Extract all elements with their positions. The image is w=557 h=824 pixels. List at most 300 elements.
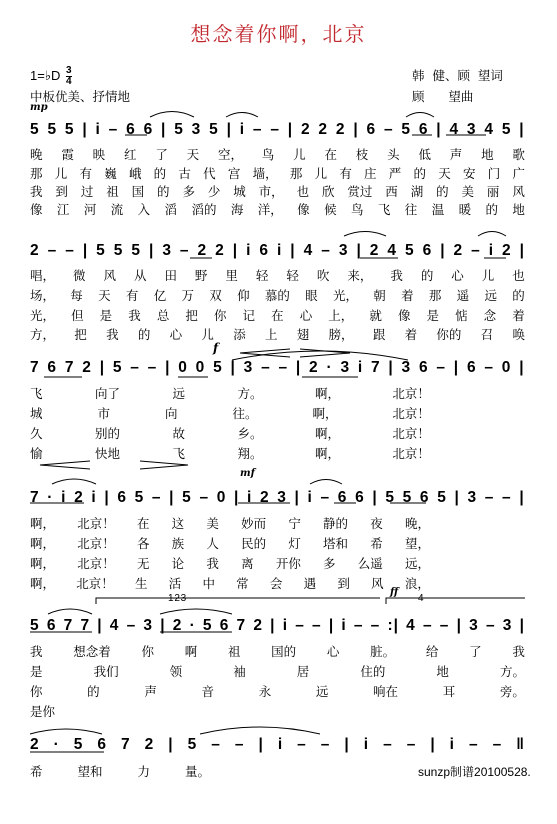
lyric-line-verse-4 — [30, 702, 525, 720]
lyric-line-verse-2 — [30, 164, 525, 182]
barline: | — [290, 242, 296, 259]
lyric-syllable: 族 — [171, 536, 185, 551]
lyric-syllable: 里 — [225, 268, 238, 283]
lyric-syllable: 北京！ — [77, 516, 115, 531]
time-denominator: 4 — [65, 76, 72, 87]
lyric-syllable: 是你 — [30, 704, 56, 719]
lyric-syllable: 国 — [131, 184, 145, 199]
lyric-line-verse-2 — [30, 662, 525, 680]
lyric-syllable: 从 — [133, 268, 147, 283]
lyric-syllable: 往 — [404, 202, 418, 217]
lyric-syllable: 你的 — [436, 327, 462, 342]
lyric-syllable: 啊 — [184, 644, 198, 659]
lyric-syllable: 欣 — [321, 184, 335, 199]
lyric-syllable: 总 — [156, 308, 170, 323]
lyric-syllable: 北京！ — [392, 386, 430, 401]
note: 3 — [469, 617, 479, 634]
lyric-syllable: 的 — [512, 288, 525, 303]
lyric-syllable: 赏过 — [347, 184, 373, 199]
lyric-syllable: 像 — [30, 202, 43, 217]
lyric-syllable: 民的 — [241, 536, 267, 551]
lyric-syllable: 亿 — [153, 288, 167, 303]
lyric-syllable: 暖 — [458, 202, 472, 217]
lyric-syllable: 美 — [461, 184, 475, 199]
note: i — [247, 489, 253, 506]
lyric-syllable: 方， — [30, 327, 56, 342]
lyric-syllable: 快地 — [94, 446, 120, 461]
lyric-syllable: 多 — [182, 184, 195, 199]
note: – — [130, 359, 140, 376]
note: 3 — [338, 242, 349, 259]
lyric-syllable: 膀， — [328, 327, 354, 342]
barline: | — [519, 617, 525, 634]
note: 6 — [418, 121, 429, 138]
lyric-syllable: 严 — [388, 166, 402, 181]
lyric-syllable: 方。 — [499, 664, 525, 679]
lyric-line-verse-1 — [30, 762, 210, 780]
lyric-syllable: 风 — [103, 268, 116, 283]
lyric-syllable: 离 — [241, 556, 254, 571]
barline: | — [104, 489, 110, 506]
lyric-syllable: 添 — [233, 327, 246, 342]
hairpin-decrescendo — [300, 349, 350, 357]
lyric-line-verse-4 — [30, 444, 430, 462]
lyric-syllable: 北京！ — [76, 576, 114, 591]
volta-bracket-second — [386, 598, 525, 604]
lyric-line-verse-1 — [30, 642, 525, 660]
volta-bracket-first — [96, 598, 380, 604]
note: 7 — [64, 359, 75, 376]
note: 6 — [219, 617, 230, 634]
lyric-syllable: 滔 — [164, 202, 178, 217]
lyric-syllable: 洋， — [257, 202, 283, 217]
note: 5 — [437, 489, 447, 506]
note: – — [353, 617, 364, 634]
lyric-syllable: 朝 — [373, 288, 386, 303]
note: – — [471, 242, 481, 259]
lyric-syllable: 久 — [30, 426, 43, 441]
lyric-syllable: 儿 — [293, 147, 306, 162]
lyric-syllable: 脏。 — [370, 644, 396, 659]
barline: ‖ — [516, 736, 525, 753]
lyric-syllable: 啊， — [312, 406, 338, 421]
note: – — [502, 489, 512, 506]
note: – — [147, 359, 158, 376]
lyric-syllable: 地 — [481, 147, 494, 162]
lyric-syllable: 温 — [431, 202, 445, 217]
key-label: 1=♭D — [30, 67, 61, 83]
barline: | — [168, 736, 174, 753]
lyric-syllable: 领 — [169, 664, 183, 679]
lyric-syllable: 双 — [209, 288, 222, 303]
note: 5 — [213, 359, 223, 376]
note: – — [108, 121, 119, 138]
lyric-syllable: 居 — [296, 664, 310, 679]
barline: | — [295, 359, 302, 376]
lyric-syllable: 故 — [172, 426, 185, 441]
lyric-syllable: 上， — [328, 308, 354, 323]
lyric-syllable: 我 — [206, 556, 219, 571]
note: 5 — [112, 359, 123, 376]
lyric-syllable: 召 — [480, 327, 494, 342]
barline: | — [519, 359, 525, 376]
note: 2 — [300, 121, 311, 138]
lyric-syllable: 声 — [449, 147, 463, 162]
lyric-syllable: 远 — [172, 386, 185, 401]
hairpin-decrescendo — [140, 461, 188, 469]
note: 6 — [366, 121, 377, 138]
lyric-syllable: 那 — [289, 166, 303, 181]
note: 3 — [340, 359, 351, 376]
lyric-syllable: 晚， — [404, 516, 430, 531]
note: 5 — [501, 121, 512, 138]
lyric-syllable: 把 — [185, 308, 198, 323]
barline: | — [258, 736, 264, 753]
lyric-syllable: 那 — [428, 288, 442, 303]
lyric-syllable: 啊， — [314, 446, 340, 461]
barline: | — [519, 242, 525, 259]
note: – — [261, 359, 271, 376]
lyric-syllable: 鸟 — [350, 202, 364, 217]
lyric-syllable: 儿 — [201, 327, 214, 342]
note: 7 — [30, 359, 40, 376]
note: i — [363, 736, 370, 753]
song-title: 想念着你啊，北京 — [190, 22, 367, 46]
lyric-syllable: 啊， — [30, 516, 56, 531]
note: 6 — [117, 489, 127, 506]
note: – — [278, 359, 289, 376]
lyric-syllable: 流 — [110, 202, 124, 217]
note: 5 — [96, 242, 106, 259]
note: 2 — [253, 617, 263, 634]
lyric-syllable: 妙而 — [241, 516, 267, 531]
slur-mark — [150, 112, 194, 118]
barline: | — [226, 121, 232, 138]
barline: | — [430, 736, 436, 753]
tempo-marking: 中板优美、抒情地 — [30, 89, 131, 104]
lyric-line-verse-4 — [30, 325, 525, 343]
lyric-syllable: 给 — [425, 644, 439, 659]
lyric-line-verse-1 — [30, 384, 430, 402]
transcriber-note: sunzp制谱20100528. — [418, 765, 531, 779]
note: – — [126, 617, 137, 634]
lyric-syllable: 有 — [339, 166, 352, 181]
lyric-syllable: 翅 — [296, 327, 310, 342]
lyric-syllable: 但 — [71, 308, 84, 323]
lyric-syllable: 每 — [70, 288, 83, 303]
lyric-syllable: 夜 — [370, 516, 383, 531]
lyric-syllable: 祖 — [106, 184, 119, 199]
note: 5 — [64, 121, 75, 138]
lyric-syllable: 了 — [155, 147, 168, 162]
lyric-syllable: 眼 — [305, 288, 318, 303]
note: – — [270, 121, 280, 138]
note: 4 — [109, 617, 120, 634]
lyric-syllable: 论 — [171, 556, 185, 571]
note: 3 — [143, 617, 154, 634]
lyric-line-verse-1 — [30, 145, 525, 163]
lyric-syllable: 场， — [30, 288, 56, 303]
note: 0 — [216, 489, 227, 506]
lyric-syllable: 响在 — [373, 684, 399, 699]
note: 5 — [30, 121, 40, 138]
lyric-syllable: 那 — [30, 166, 43, 181]
lyric-syllable: 远 — [315, 684, 329, 699]
lyric-syllable: 飞 — [172, 446, 185, 461]
lyric-syllable: 耳 — [442, 684, 456, 699]
note: – — [422, 617, 433, 634]
lyric-syllable: 是 — [426, 308, 440, 323]
key-signature — [30, 66, 72, 87]
lyric-syllable: 心 — [299, 308, 313, 323]
note: i — [449, 736, 455, 753]
lyric-syllable: 你 — [141, 644, 154, 659]
lyric-syllable: 仰 — [237, 288, 250, 303]
note: 3 — [467, 489, 478, 506]
note: – — [151, 489, 162, 506]
lyric-syllable: 住的 — [360, 664, 386, 679]
lyric-syllable: 儿 — [54, 166, 68, 181]
note: – — [383, 736, 393, 753]
lyric-syllable: 了 — [469, 644, 482, 659]
lyric-syllable: 飞 — [377, 202, 391, 217]
lyric-syllable: 遥 — [456, 288, 470, 303]
lyric-syllable: 就 — [369, 308, 382, 323]
lyric-syllable: 的 — [436, 184, 449, 199]
lyric-syllable: 往。 — [232, 406, 258, 421]
note: i — [95, 121, 101, 138]
lyric-syllable: 翔。 — [237, 446, 263, 461]
note: – — [439, 617, 450, 634]
lyric-syllable: 美 — [206, 516, 219, 531]
lyric-syllable: 中 — [202, 576, 215, 591]
note: 5 — [402, 489, 413, 506]
barline: | — [148, 242, 155, 259]
note: 2 — [318, 121, 329, 138]
lyric-syllable: 风 — [512, 184, 525, 199]
slur-mark — [310, 480, 342, 485]
lyric-syllable: 有 — [79, 166, 92, 181]
lyric-syllable: 的 — [153, 166, 167, 181]
time-signature — [66, 66, 72, 87]
note: i — [488, 242, 495, 259]
note: – — [312, 617, 322, 634]
volta-first-label: 1 2 3 — [168, 593, 186, 604]
lyric-syllable: 空， — [217, 147, 243, 162]
lyric-syllable: 浪， — [404, 576, 430, 591]
lyric-syllable: 广 — [512, 166, 525, 181]
note: – — [252, 121, 263, 138]
lyric-syllable: 来， — [347, 268, 373, 283]
note: – — [484, 489, 495, 506]
lyric-syllable: 光， — [332, 288, 358, 303]
note: · — [189, 617, 196, 634]
barline: | — [82, 121, 88, 138]
note: – — [370, 617, 381, 634]
barline: | — [456, 617, 462, 634]
lyric-syllable: 城 — [233, 184, 246, 199]
barline: | — [356, 242, 362, 259]
lyric-syllable: 在 — [324, 147, 337, 162]
lyric-line-verse-4 — [30, 200, 525, 218]
lyric-syllable: 力 — [137, 764, 150, 779]
note: 6 — [355, 489, 365, 506]
note: i — [341, 617, 347, 634]
note: 6 — [418, 359, 429, 376]
lyric-syllable: 的 — [485, 202, 499, 217]
slur-mark — [52, 479, 96, 484]
note: 7 — [370, 359, 381, 376]
barline: | — [436, 121, 442, 138]
slur-mark — [160, 609, 232, 614]
note: – — [485, 617, 496, 634]
lyric-syllable: 么遥 — [357, 556, 383, 571]
note: 2 — [74, 489, 84, 506]
lyric-syllable: 静的 — [323, 516, 349, 531]
barline: :| — [387, 617, 399, 634]
lyric-syllable: 音 — [201, 684, 215, 699]
note: 5 — [73, 736, 84, 753]
barline: | — [344, 736, 350, 753]
lyric-syllable: 记 — [242, 308, 256, 323]
lyric-syllable: 微 — [72, 268, 86, 283]
note: 6 — [126, 121, 136, 138]
note: 2 — [30, 242, 40, 259]
note: 3 — [162, 242, 172, 259]
note: 6 — [337, 489, 348, 506]
note: – — [492, 736, 503, 753]
lyric-syllable: 像 — [397, 308, 411, 323]
note: 0 — [195, 359, 206, 376]
note: 5 — [401, 121, 412, 138]
slur-mark — [226, 113, 258, 118]
lyric-syllable: 唱， — [30, 268, 56, 283]
note: – — [65, 242, 75, 259]
lyric-syllable: 旁。 — [499, 684, 525, 699]
lyric-syllable: 城 — [30, 406, 43, 421]
lyric-syllable: 塔和 — [323, 536, 349, 551]
note: 7 — [236, 617, 247, 634]
lyric-syllable: 向 — [164, 406, 178, 421]
note: 3 — [401, 359, 412, 376]
lyric-syllable: 我 — [390, 268, 403, 283]
lyric-syllable: 遇 — [303, 576, 317, 591]
lyric-syllable: 着 — [401, 288, 414, 303]
lyric-syllable: 头 — [387, 147, 400, 162]
lyric-syllable: 乡。 — [237, 426, 263, 441]
barline: | — [519, 121, 525, 138]
note: 7 — [80, 617, 91, 634]
note: 2 — [369, 242, 380, 259]
slur-mark — [406, 113, 434, 118]
note: 4 — [484, 121, 494, 138]
lyric-syllable: 到 — [337, 576, 350, 591]
lyric-syllable: 各 — [136, 536, 150, 551]
note: – — [179, 242, 190, 259]
note: · — [53, 736, 60, 753]
note: – — [436, 359, 446, 376]
lyric-syllable: 唤 — [512, 327, 525, 342]
lyric-syllable: 市 — [97, 406, 110, 421]
lyric-syllable: 河 — [83, 202, 97, 217]
lyric-syllable: 北京！ — [392, 426, 430, 441]
note: 3 — [243, 359, 254, 376]
barline: | — [353, 121, 359, 138]
note: 6 — [419, 489, 430, 506]
lyric-syllable: 滔的 — [191, 202, 217, 217]
lyric-syllable: 有 — [125, 288, 139, 303]
lyric-syllable: 你 — [30, 684, 43, 699]
lyric-syllable: 生 — [134, 576, 148, 591]
lyric-line-verse-2 — [30, 286, 525, 304]
lyric-syllable: 别的 — [94, 426, 120, 441]
lyric-syllable: 你 — [213, 308, 227, 323]
note: – — [406, 736, 417, 753]
lyric-syllable: 宁 — [288, 516, 301, 531]
lyric-syllable: 低 — [418, 147, 431, 162]
note: 2 — [335, 121, 346, 138]
lyric-syllable: 也 — [296, 184, 310, 199]
note: 4 — [449, 121, 460, 138]
lyric-syllable: 天 — [186, 147, 200, 162]
lyric-line-verse-3 — [30, 682, 525, 700]
barline: | — [82, 242, 89, 259]
lyric-syllable: 枝 — [355, 147, 369, 162]
lyric-syllable: 我 — [30, 644, 43, 659]
note: 5 — [30, 617, 40, 634]
lyric-syllable: 的 — [137, 327, 151, 342]
note: – — [383, 121, 394, 138]
lyric-syllable: 远 — [484, 288, 497, 303]
lyric-syllable: 开你 — [275, 556, 301, 571]
lyric-syllable: 愉 — [30, 446, 43, 461]
lyric-line-verse-3 — [30, 554, 430, 572]
note: 5 — [187, 736, 198, 753]
barline: | — [99, 359, 106, 376]
lyric-syllable: 儿 — [314, 166, 328, 181]
lyric-syllable: 也 — [512, 268, 525, 283]
lyric-syllable: 啊， — [30, 576, 56, 591]
lyric-syllable: 心 — [326, 644, 340, 659]
lyric-syllable: 灯 — [288, 536, 301, 551]
dynamic-mf: mf — [240, 468, 255, 479]
lyric-syllable: 多 — [323, 556, 336, 571]
lyric-syllable: 到 — [55, 184, 68, 199]
lyric-syllable: 量。 — [184, 764, 210, 779]
note: 6 — [46, 617, 57, 634]
notation-row — [30, 357, 525, 379]
lyric-syllable: 吹 — [316, 268, 330, 283]
note: · — [326, 359, 333, 376]
hairpin-crescendo — [240, 349, 290, 357]
note: i — [277, 736, 284, 753]
lyric-syllable: 代 — [203, 166, 216, 181]
lyric-syllable: 北京！ — [392, 406, 430, 421]
lyric-syllable: 过 — [80, 184, 94, 199]
lyric-syllable: 墙， — [252, 166, 278, 181]
note: – — [320, 489, 331, 506]
lyric-syllable: 少 — [207, 184, 221, 199]
note: 5 — [182, 489, 192, 506]
barline: | — [97, 617, 103, 634]
lyric-syllable: 天 — [438, 166, 451, 181]
note: 4 — [406, 617, 416, 634]
lyric-syllable: 远， — [404, 556, 430, 571]
lyric-syllable: 宫 — [227, 166, 241, 181]
lyric-syllable: 活 — [168, 576, 182, 591]
note: 3 — [277, 489, 287, 506]
lyric-syllable: 国的 — [271, 644, 297, 659]
